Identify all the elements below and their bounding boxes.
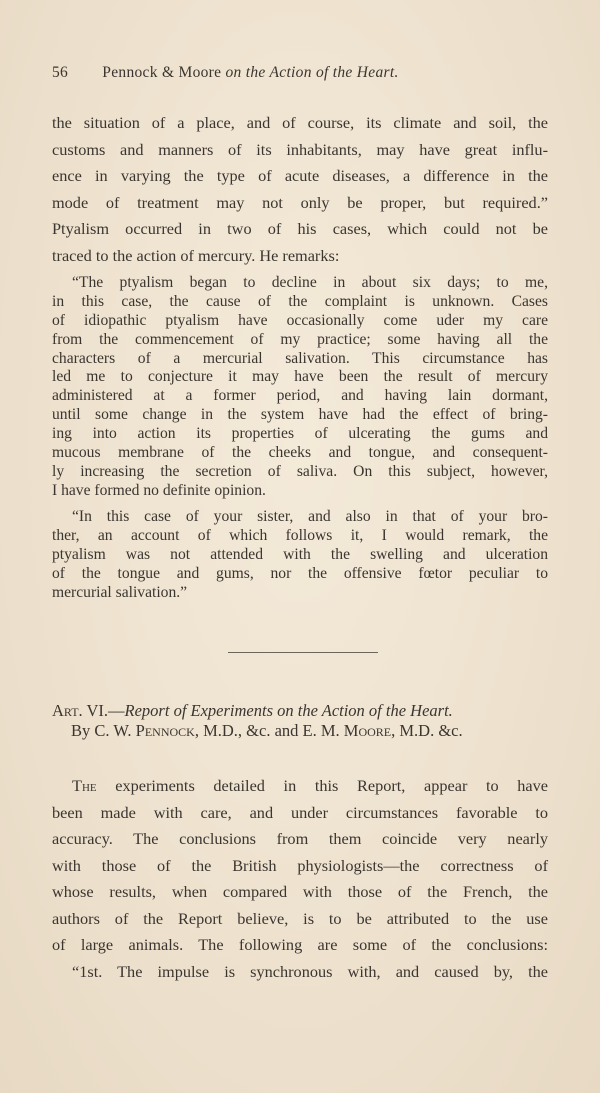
first-line-rest: experiments detailed in this Report, appear to have bbox=[96, 776, 548, 795]
text-line: in this case, the cause of the complaint is unknown. Cases bbox=[52, 292, 548, 310]
text-line bbox=[52, 773, 548, 800]
page-number: 56 bbox=[52, 64, 69, 81]
text-line: the situation of a place, and of course, its climate and soil, the bbox=[52, 113, 548, 132]
text-line: with those of the British physiologists—the correctness of bbox=[52, 855, 548, 875]
author-moore: Moore bbox=[343, 720, 392, 740]
byline-middle: , M.D., &c. and E. M. bbox=[194, 720, 344, 740]
article-title: Report of Experiments on the Action of the Heart. bbox=[124, 701, 453, 720]
text-line: of the tongue and gums, nor the offensive fœtor peculiar to bbox=[52, 564, 548, 582]
text-line: “The ptyalism began to decline in about six days; to me, bbox=[72, 274, 548, 291]
text-line: characters of a mercurial salivation. This circumstance has bbox=[52, 349, 548, 367]
text-line: whose results, when compared with those of the French, the bbox=[52, 882, 548, 901]
lead-word: The bbox=[72, 776, 97, 795]
text-line: ly increasing the secretion of saliva. On this subject, however, bbox=[52, 462, 548, 480]
section-divider bbox=[228, 652, 378, 653]
article-label: Art. VI. bbox=[52, 701, 109, 720]
text-line: “1st. The impulse is synchronous with, and caused by, the bbox=[72, 961, 548, 981]
author-pennock: Pennock bbox=[135, 720, 195, 740]
header-title: on the Action of the Heart. bbox=[225, 64, 399, 81]
text-line: authors of the Report believe, is to be attributed to the use bbox=[52, 908, 548, 928]
text-line: Ptyalism occurred in two of his cases, which could not be bbox=[52, 219, 548, 238]
text-line: of idiopathic ptyalism have occasionally come uder my care bbox=[52, 311, 548, 329]
text-line: ther, an account of which follows it, I would remark, the bbox=[52, 526, 548, 544]
header-authors: Pennock & Moore bbox=[102, 64, 222, 81]
text-line: until some change in the system have had the effect of bring- bbox=[52, 406, 548, 424]
text-line: I have formed no definite opinion. bbox=[52, 481, 266, 499]
text-line: traced to the action of mercury. He remarks: bbox=[52, 245, 340, 265]
text-line: customs and manners of its inhabitants, may have great influ- bbox=[52, 139, 548, 159]
text-line: mucous membrane of the cheeks and tongue, and consequent- bbox=[52, 444, 548, 462]
text-line: ing into action its properties of ulcerating the gums and bbox=[52, 425, 548, 443]
paragraph-1 bbox=[52, 110, 548, 269]
text-line: mode of treatment may not only be proper, but required.” bbox=[52, 192, 548, 212]
text-line: mercurial salivation.” bbox=[52, 583, 188, 601]
text-line: accuracy. The conclusions from them coincide very nearly bbox=[52, 829, 548, 848]
text-line: from the commencement of my practice; some having all the bbox=[52, 330, 548, 348]
paragraph-2 bbox=[52, 773, 548, 985]
text-line: led me to conjecture it may have been the result of mercury bbox=[52, 368, 548, 386]
text-line: of large animals. The following are some of the conclusions: bbox=[52, 935, 548, 954]
article-heading bbox=[52, 701, 548, 740]
article-title-line bbox=[52, 701, 548, 721]
article-dash: — bbox=[108, 701, 125, 720]
text-line: been made with care, and under circumstances favorable to bbox=[52, 802, 548, 822]
text-line: ptyalism was not attended with the swelling and ulceration bbox=[52, 545, 548, 563]
text-line: “In this case of your sister, and also in that of your bro- bbox=[72, 508, 548, 525]
byline-prefix: By C. W. bbox=[71, 720, 136, 740]
text-line: ence in varying the type of acute diseases, a difference in the bbox=[52, 166, 548, 185]
byline-suffix: , M.D. &c. bbox=[391, 720, 463, 740]
article-byline bbox=[52, 721, 548, 741]
quote-1 bbox=[52, 274, 548, 501]
running-header bbox=[52, 64, 552, 82]
text-line: administered at a former period, and having lain dormant, bbox=[52, 387, 548, 405]
quote-2 bbox=[52, 508, 548, 602]
